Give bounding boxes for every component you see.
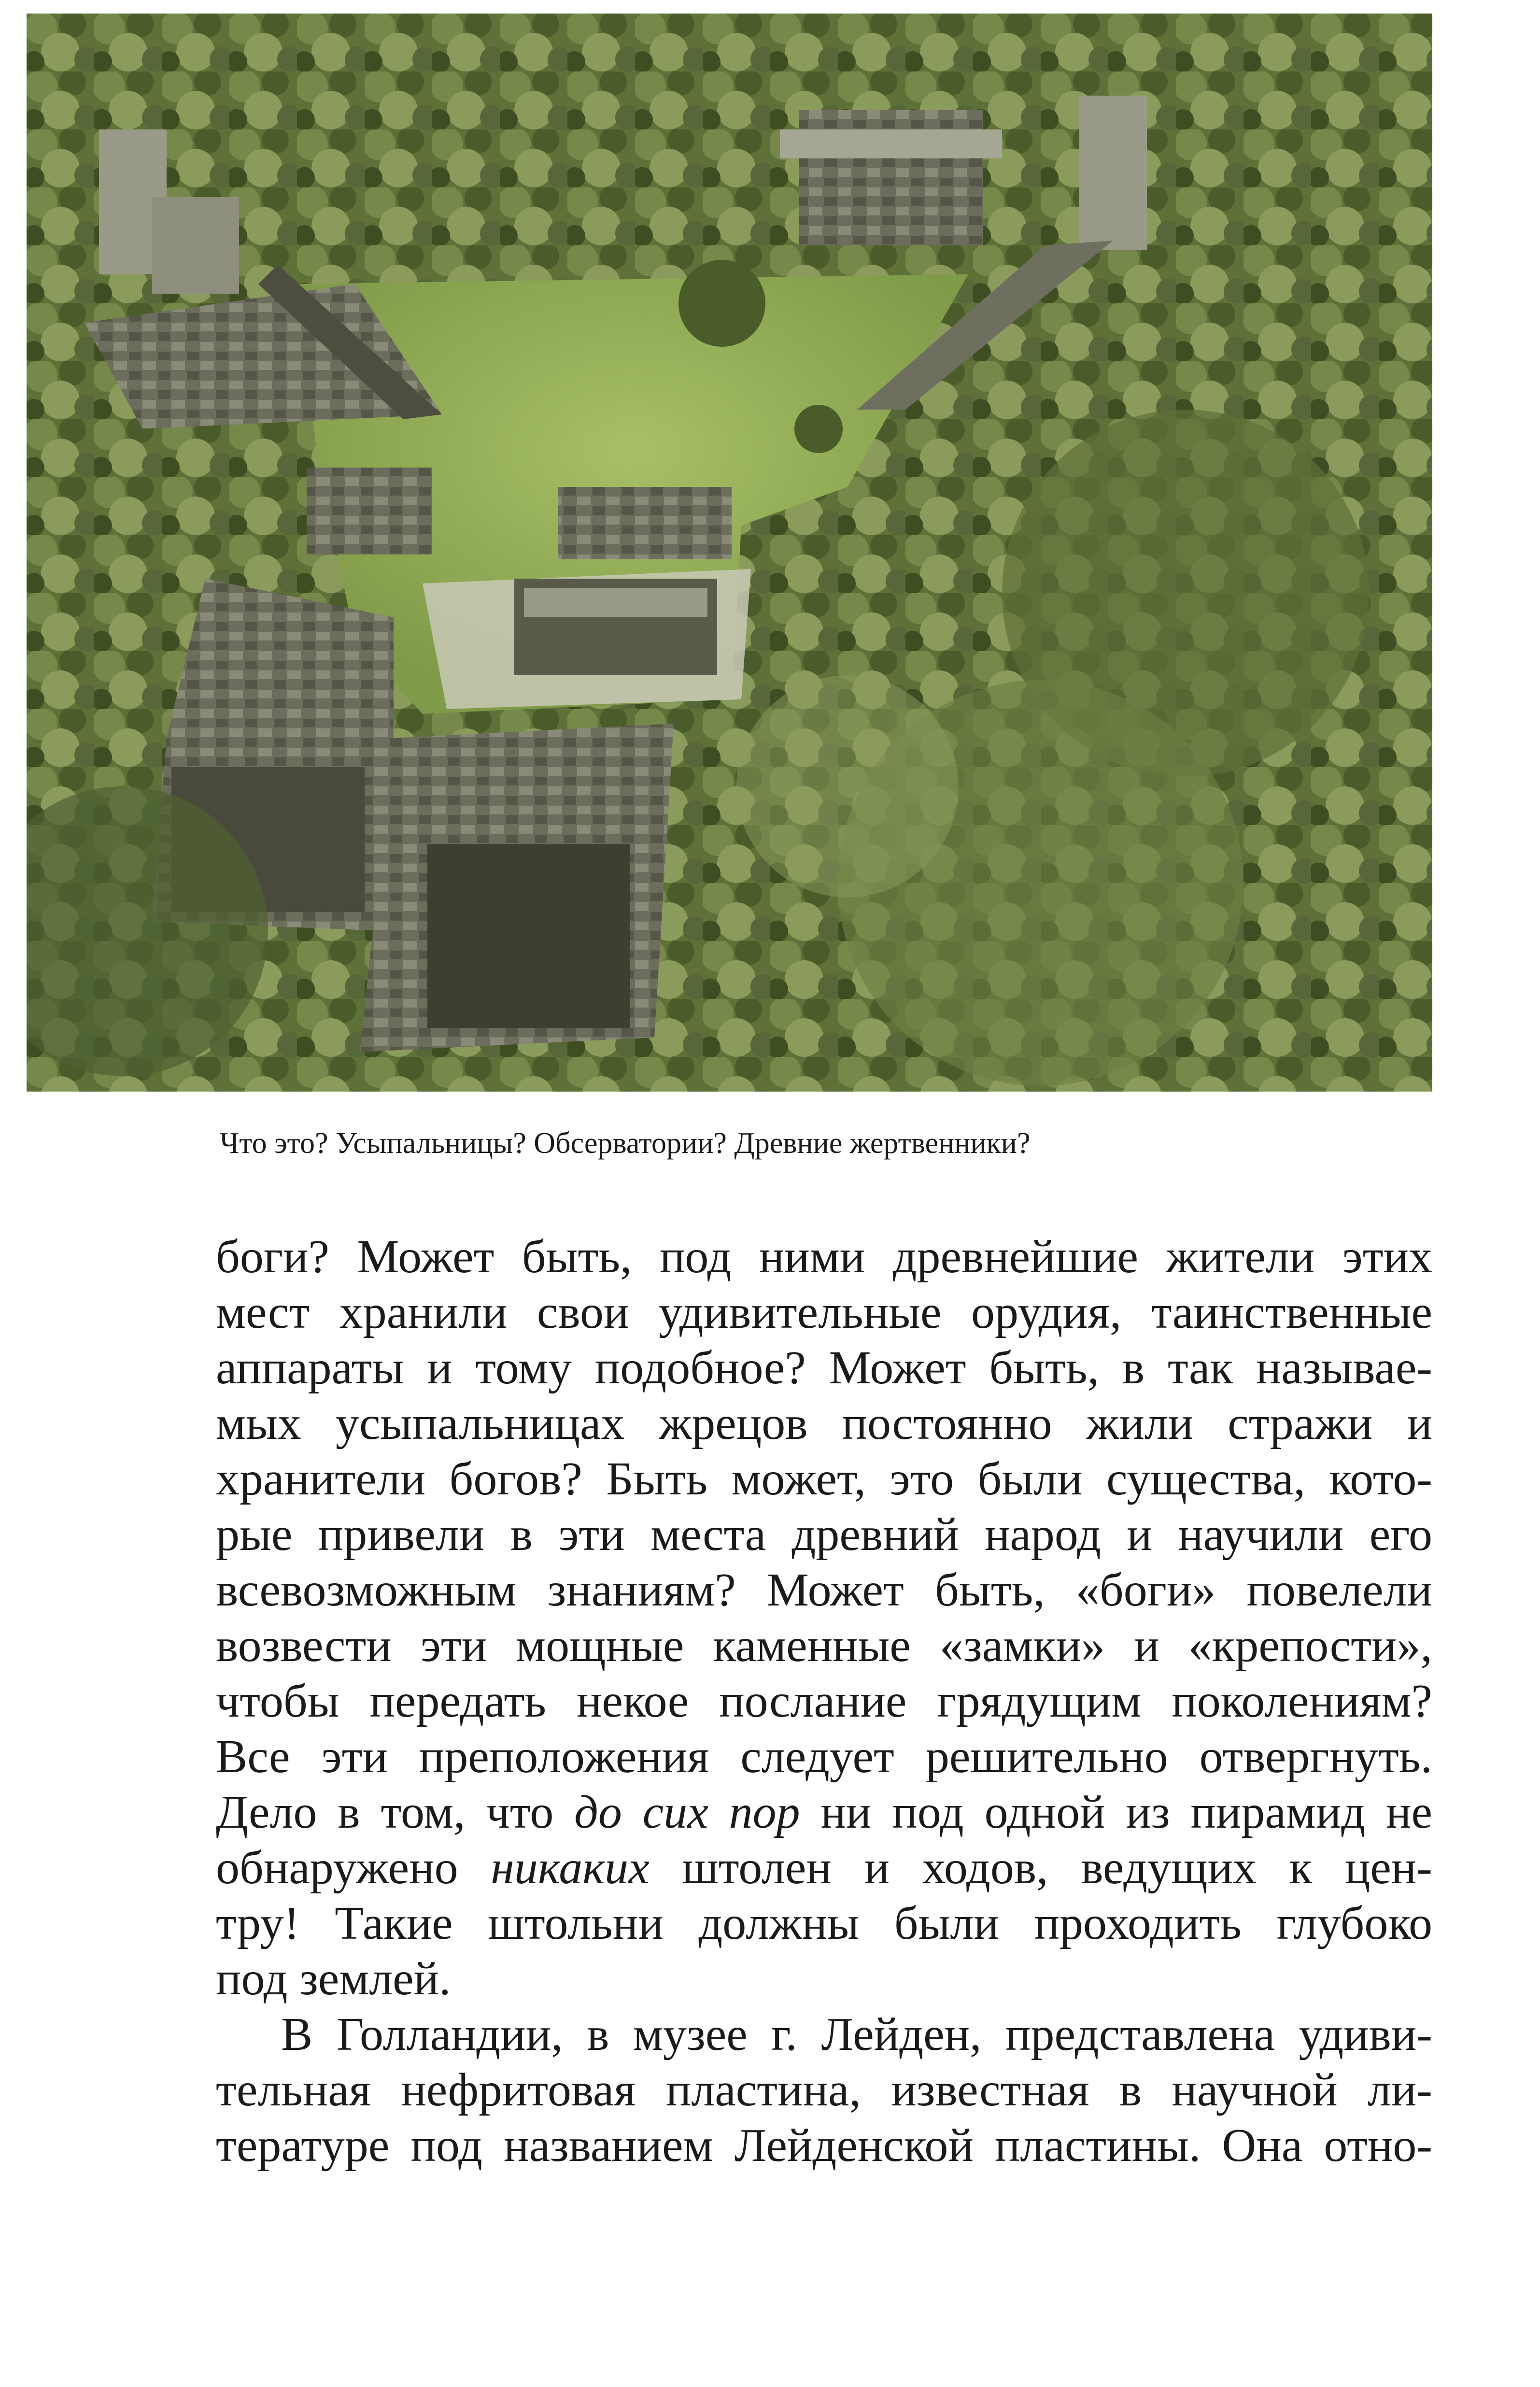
text-line: тературе под названием Лейденской пластины. Она отно- [216, 2119, 1432, 2172]
text-line: мест хранили свои удивительные орудия, таинственные [216, 1286, 1432, 1338]
line-start: обнаружено [216, 1842, 491, 1894]
text-line: возвести эти мощные каменные «замки» и «крепости», [216, 1620, 1432, 1672]
text-line: боги? Может быть, под ними древнейшие жители этих [216, 1231, 1432, 1283]
line-end: ни под одной из пирамид не [800, 1786, 1432, 1838]
ruins-photograph [27, 14, 1432, 1092]
figure-caption: Что это? Усыпальницы? Обсерватории? Древние жертвенники? [220, 1127, 1031, 1160]
text-line-with-emphasis [216, 1840, 1432, 1896]
text-line: аппараты и тому подобное? Может быть, в так называе- [216, 1342, 1432, 1394]
text-line: тельная нефритовая пластина, известная в научной ли- [216, 2064, 1432, 2116]
text-line: чтобы передать некое послание грядущим поколениям? [216, 1675, 1432, 1727]
emphasis: никаких [491, 1842, 650, 1894]
text-line: рые привели в эти места древний народ и научили его [216, 1508, 1432, 1561]
text-line: тру! Такие штольни должны были проходить глубоко [216, 1897, 1432, 1949]
line-end: штолен и ходов, ведущих к цен- [649, 1842, 1432, 1894]
text-line: под землей. [216, 1953, 451, 2005]
text-line: Все эти преположения следует решительно отвергнуть. [216, 1731, 1432, 1783]
text-line: В Голландии, в музее г. Лейден, представлена удиви- [281, 2008, 1432, 2060]
text-line-with-emphasis [216, 1785, 1432, 1840]
photo-illustration [27, 14, 1432, 1092]
text-line: всевозможным знаниям? Может быть, «боги» повелели [216, 1564, 1432, 1616]
text-line: мых усыпальницах жрецов постоянно жили стражи и [216, 1397, 1432, 1449]
line-start: Дело в том, что [216, 1786, 575, 1838]
emphasis: до сих пор [574, 1786, 800, 1838]
text-line: хранители богов? Быть может, это были существа, кото- [216, 1453, 1432, 1505]
body-text [216, 1229, 1432, 2174]
